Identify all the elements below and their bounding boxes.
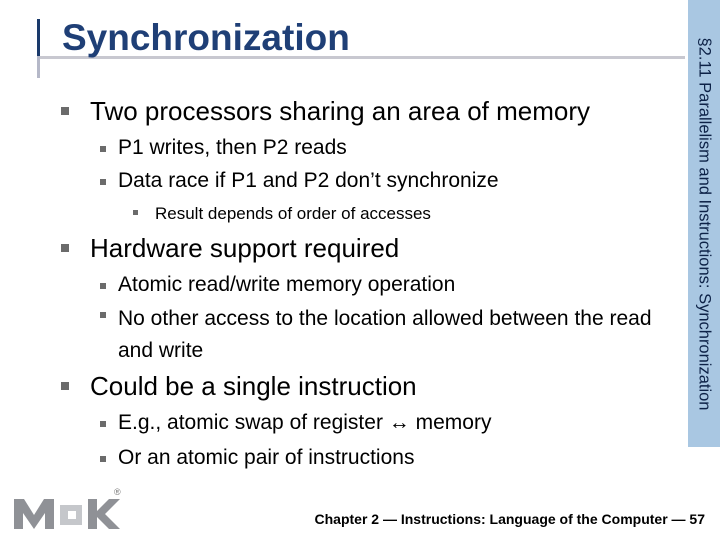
sub-bullet-text: P1 writes, then P2 reads bbox=[118, 136, 347, 159]
bullet-marker bbox=[133, 210, 138, 215]
registered-mark: ® bbox=[114, 487, 121, 497]
bullet-marker bbox=[100, 456, 106, 462]
sub-bullet-text: No other access to the location allowed between the read and write bbox=[118, 307, 652, 362]
publisher-logo bbox=[14, 487, 124, 538]
bullet-marker bbox=[100, 179, 106, 185]
bullet-marker bbox=[100, 283, 106, 289]
bullet-text: Hardware support required bbox=[90, 233, 400, 263]
bullet-marker bbox=[100, 421, 106, 427]
sub-bullet-text: E.g., atomic swap of register ↔ memory bbox=[118, 411, 492, 434]
sub-sub-bullet-text: Result depends of order of accesses bbox=[155, 204, 431, 223]
sub-bullet-text: Or an atomic pair of instructions bbox=[118, 446, 415, 469]
sub-bullet-text: Data race if P1 and P2 don’t synchronize bbox=[118, 169, 499, 192]
bullet-text: Could be a single instruction bbox=[90, 371, 417, 401]
mk-logo-icon bbox=[14, 491, 124, 533]
slide-title: Synchronization bbox=[62, 17, 350, 58]
bullet-marker bbox=[100, 312, 106, 318]
section-label: §2.11 Parallelism and Instructions: Synchronization bbox=[695, 37, 714, 411]
slide-footer: Chapter 2 — Instructions: Language of the Computer — 57 bbox=[314, 511, 705, 527]
bullet-marker bbox=[61, 244, 69, 252]
bullet-marker bbox=[61, 107, 69, 115]
bullet-marker bbox=[100, 146, 106, 152]
bullet-text: Two processors sharing an area of memory bbox=[90, 96, 590, 126]
sub-bullet-text: Atomic read/write memory operation bbox=[118, 273, 456, 296]
bullet-marker bbox=[61, 382, 69, 390]
